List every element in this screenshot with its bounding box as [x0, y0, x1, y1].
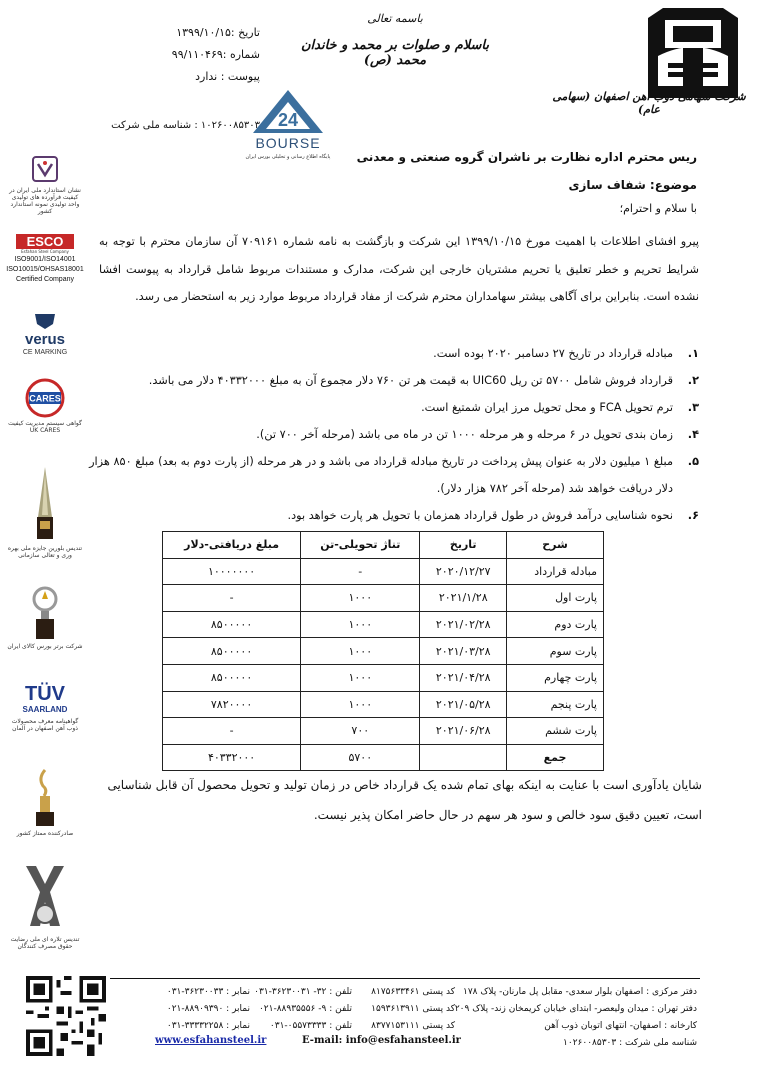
company-name: شرکت سهامی ذوب آهن اصفهان (سهامی عام) [552, 90, 746, 116]
salawat: باسلام و صلوات بر محمد و خاندان محمد (ص) [301, 38, 489, 68]
tuv-badge: TÜV SAARLAND گواهینامه معرف محصولات ذوب آهن اصفهان در آلمان [6, 683, 84, 732]
table-row: مبادله قرارداد ۲۰۲۰/۱۲/۲۷ - ۱۰۰۰۰۰۰۰ [163, 558, 604, 585]
verus-logo: verus [24, 331, 66, 348]
productivity-trophy: تندیس بلورین جایزه ملی بهره وری و تعالی سازمانی [6, 465, 84, 559]
footer-divider [110, 978, 700, 979]
bourse-trophy: شرکت برتر بورس کالای ایران [6, 585, 84, 650]
verus-badge: verus CE MARKING [6, 312, 84, 357]
exporter-trophy: صادرکننده ممتاز کشور [6, 768, 84, 837]
header-tonnage: تناژ تحویلی-تن [301, 532, 420, 559]
consumer-rights-trophy: تندیس تلاره ای ملی رضایت حقوق مصرف کنندگان [6, 862, 84, 950]
crystal-trophy-icon [30, 465, 60, 543]
silver-trophy-icon [20, 862, 70, 934]
esco-badge: ESCO Esfahan Steel Company ISO9001/ISO14001 ISO10015/OHSAS18001 Certified Company [6, 234, 84, 283]
items-list [89, 340, 699, 529]
qr-code [26, 976, 106, 1056]
table-header-row [163, 532, 604, 559]
table-row: پارت ششم ۲۰۲۱/۰۶/۲۸ ۷۰۰ - [163, 718, 604, 745]
letter-number: شماره :۹۹/۱۱۰۴۶۹ [171, 48, 260, 61]
delivery-schedule-table [162, 531, 604, 771]
bourse-wordmark: BOURSE [255, 135, 321, 151]
table-row: پارت چهارم ۲۰۲۱/۰۴/۲۸ ۱۰۰۰ ۸۵۰۰۰۰۰ [163, 664, 604, 691]
table-row: پارت پنجم ۲۰۲۱/۰۵/۲۸ ۱۰۰۰ ۷۸۲۰۰۰۰ [163, 691, 604, 718]
footer-phones: تلفن : ۳۲- ۳۶۲۳۰۰۳۱-۰۳۱ تلفن : ۹- ۸۸۹۳۵۵۵۶-۰۲۱ تلفن : ۰۵۵۷۳۳۳۳-۰۳۱ [254, 987, 352, 1031]
recipient: ریس محترم اداره نظارت بر ناشران گروه صنعتی و معدنی [356, 150, 697, 164]
letter-attachment: پیوست : ندارد [195, 70, 260, 83]
subject: موضوع: شفاف سازی [568, 178, 697, 192]
list-item: ۴. زمان بندی تحویل در ۶ مرحله و هر مرحله ۱۰۰۰ تن در ماه می باشد (مرحله آخر ۷۰۰ تن). [256, 428, 699, 441]
table-total-row: جمع ۵۷۰۰ ۴۰۳۳۲۰۰۰ [163, 744, 604, 771]
national-id: ۱۰۲۶۰۰۸۵۳۰۳ : شناسه ملی شرکت [111, 120, 260, 131]
footer-faxes: نمابر : ۳۶۲۳۰۰۳۳-۰۳۱ نمابر : ۸۸۹۰۹۳۹۰-۰۲۱ نمابر : ۳۳۳۳۲۲۵۸-۰۳۱ [166, 987, 250, 1031]
trophy-icon [30, 585, 60, 641]
header-date: تاریخ [420, 532, 507, 559]
letter-date: تاریخ :۱۳۹۹/۱۰/۱۵ [176, 26, 260, 39]
standard-badge: نشان استاندارد ملی ایران در کیفیت فرآورده های تولیدی واحد تولیدی نمونه استاندارد کشور [6, 155, 84, 215]
footer-postal-codes: کد پستی ۸۱۷۵۶۳۳۴۶۱ کد پستی ۱۵۹۳۶۱۳۹۱۱ کد پستی ۸۳۷۷۱۵۳۱۱۱ [371, 987, 455, 1031]
header-description: شرح [507, 532, 604, 559]
footer-website-link[interactable]: www.esfahansteel.ir [155, 1035, 267, 1046]
list-item: ۶. نحوه شناسایی درآمد فروش در طول قرارداد همزمان با تحویل هر پارت خواهد بود. [287, 509, 699, 522]
header-amount: مبلغ دریافتی-دلار [163, 532, 301, 559]
table-row: پارت سوم ۲۰۲۱/۰۳/۲۸ ۱۰۰۰ ۸۵۰۰۰۰۰ [163, 638, 604, 665]
footer-email[interactable]: E-mail: info@esfahansteel.ir [302, 1035, 461, 1046]
intro-paragraph: پیرو افشای اطلاعات با اهمیت مورخ ۱۳۹۹/۱۰/۱۵ این شرکت و بازگشت به نامه شماره ۷۰۹۱۶۱ آن سازمان محترم با توجه به شرایط تحریم و خطر تعلیق یا تحریم مشتریان خارجی این شرکت، مدارک و مستندات مربوط شامل قرارداد به پیوست افشا نشده است. بنابراین برای آگاهی بیشتر سهامداران محترم شرکت از مفاد قرارداد مربوط موارد زیر به استحضار می رسد. [99, 235, 699, 303]
table-row: پارت اول ۲۰۲۱/۱/۲۸ ۱۰۰۰ - [163, 585, 604, 612]
list-item: ۱. مبادله قرارداد در تاریخ ۲۷ دسامبر ۲۰۲۰ بوده است. [433, 347, 699, 360]
bismillah: باسمه تعالی [367, 12, 423, 25]
list-item: ۲. قرارداد فروش شامل ۵۷۰۰ تن ریل UIC60 به قیمت هر تن ۷۶۰ دلار مجموع آن به مبلغ ۴۰۳۳۲۰۰۰ دلار می باشد. [148, 374, 699, 387]
cares-badge: CARES گواهی سیستم مدیریت کیفیت UK CARES [6, 378, 84, 434]
svg-text:CARES: CARES [29, 393, 61, 404]
list-item: ۵. مبلغ ۱ میلیون دلار به عنوان پیش پرداخت در تاریخ مبادله قرارداد می باشد و در هر مرحله (از پارت دوم به بعد) مبلغ ۸۵۰ هزار دلار دریافت خواهد شد (مرحله آخر ۷۸۲ هزار دلار). [89, 455, 699, 495]
letter-meta [80, 22, 260, 88]
greeting: با سلام و احترام؛ [619, 202, 697, 215]
standard-mark-icon [25, 155, 65, 185]
bourse-caption: پایگاه اطلاع رسانی و تحلیلی بورس ایران [245, 154, 331, 160]
cares-logo [23, 378, 67, 418]
verus-shield-icon [33, 312, 57, 330]
list-item: ۳. ترم تحویل FCA و محل تحویل مرز ایران شمتیغ است. [421, 401, 699, 414]
bourse-number: 24 [277, 110, 299, 130]
esco-logo: ESCO [16, 234, 74, 249]
gold-trophy-icon [30, 768, 60, 828]
tuv-logo: TÜV [25, 683, 65, 705]
footer-addresses: دفتر مرکزی : اصفهان بلوار سعدی- مقابل پل مارنان- پلاک ۱۷۸ دفتر تهران : میدان ولیعصر- ابتدای خیابان کریمخان زند- پلاک ۲۰۹ کارخانه : اصفهان- انتهای اتوبان ذوب آهن شناسه ملی شرکت : ۱۰۲۶۰۰۸۵۳۰۳ [454, 987, 697, 1048]
closing-note: شایان یادآوری است با عنایت به اینکه بهای تمام شده یک قرارداد خاص در زمان تولید و تحویل محصول آن قابل شناسایی است، تعیین دقیق سود خالص و سود هر سهم در حال حاضر امکان پذیر نیست. [107, 778, 702, 822]
table-row: پارت دوم ۲۰۲۱/۰۲/۲۸ ۱۰۰۰ ۸۵۰۰۰۰۰ [163, 611, 604, 638]
